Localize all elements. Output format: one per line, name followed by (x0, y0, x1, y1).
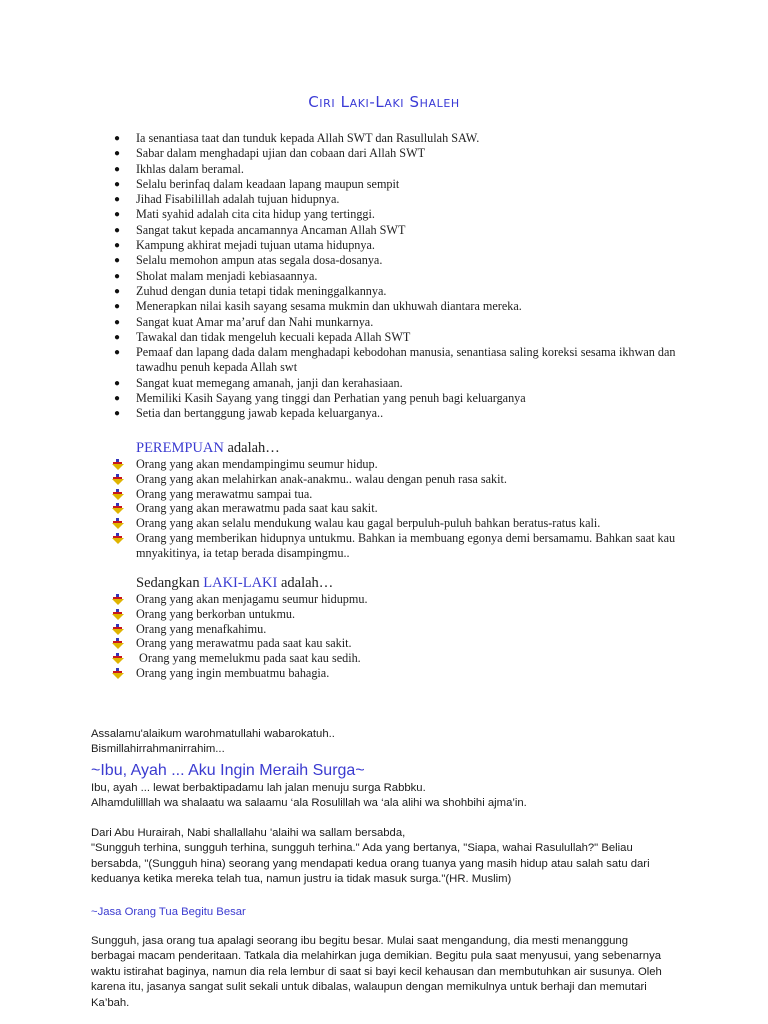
list-item (112, 269, 682, 284)
list-item-text: Kampung akhirat mejadi tujuan utama hidupnya. (136, 238, 375, 253)
paragraph-line: Ka’bah. (91, 996, 130, 1009)
intro-line: Ibu, ayah ... lewat berbaktipadamu lah jalan menuju surga Rabbku. (91, 782, 426, 794)
list-item (112, 162, 682, 177)
list-item (112, 192, 682, 207)
arrow-down-icon (112, 474, 124, 485)
list-item-text: Orang yang memberikan hidupnya untukmu. Bahkan ia membuang egonya demi bersamamu. Bahkan saat kau mnyakitinya, ia tetap berada disampingmu.. (136, 530, 676, 560)
list-item-text: Orang yang berkorban untukmu. (136, 606, 296, 621)
paragraph-line: waktu istirahat baginya, namun dia rela lembur di saat si bayi kecil kehausan dan membutuhkan air susunya. Oleh (91, 965, 662, 978)
list-item-text: Orang yang merawatmu pada saat kau sakit. (136, 636, 352, 651)
arrow-down-icon (112, 459, 124, 470)
bullet-icon: ● (114, 224, 121, 236)
lakilaki-heading-rest: adalah… (277, 575, 334, 591)
list-item-text: Orang yang merawatmu sampai tua. (136, 486, 313, 501)
list-item-text: Setia dan bertanggung jawab kepada keluarganya.. (136, 406, 384, 421)
list-item-text: Zuhud dengan dunia tetapi tidak meninggalkannya. (136, 283, 387, 298)
hadith-line: Dari Abu Hurairah, Nabi shallallahu 'alaihi wa sallam bersabda, (91, 827, 406, 839)
list-item (112, 315, 682, 330)
paragraph-line: berbagai macam penderitaan. Tatkala dia melahirkan juga demikian. Begitu pula saat menyusui, yang sebenarnya (91, 950, 662, 963)
bullet-icon: ● (114, 133, 121, 144)
bullet-icon: ● (114, 194, 121, 206)
list-item (112, 406, 682, 421)
list-item-text: Pemaaf dan lapang dada dalam menghadapi kebodohan manusia, senantiasa saling koreksi sesama ikhwan dan tawadhu penuh kepada Allah swt (136, 345, 676, 375)
hadith-block (91, 826, 691, 888)
list-item-text: Orang yang akan merawatmu pada saat kau sakit. (136, 501, 378, 516)
bullet-icon: ● (114, 331, 121, 343)
page-title: Ciri Laki-Laki Shaleh (308, 93, 460, 111)
arrow-down-icon (112, 594, 124, 605)
list-item-text: Orang yang akan selalu mendukung walau kau gagal berpuluh-puluh bahkan beratus-ratus kali. (136, 516, 601, 531)
basmalah-line: Bismillahirrahmanirrahim... (91, 743, 225, 756)
list-item (112, 592, 692, 607)
list-item-text: Tawakal dan tidak mengeluh kecuali kepada Allah SWT (136, 329, 411, 344)
list-item (112, 131, 682, 146)
list-item-text: Selalu memohon ampun atas segala dosa-dosanya. (136, 253, 383, 268)
list-item (112, 487, 692, 502)
arrow-down-icon (112, 609, 124, 620)
arrow-down-icon (112, 668, 124, 679)
list-item-text: Sangat kuat Amar ma’aruf dan Nahi munkarnya. (136, 314, 374, 329)
paragraph-line: karena itu, jasanya sangat sulit sekali untuk dibalas, walaupun dengan memikulnya untuk berhaji dan memutari (91, 981, 647, 994)
list-item (112, 666, 692, 681)
arrow-down-icon (112, 503, 124, 514)
arrow-down-icon (112, 653, 124, 664)
list-item-text: Sangat kuat memegang amanah, janji dan kerahasiaan. (136, 375, 403, 390)
intro-block (91, 781, 691, 812)
list-item (112, 457, 692, 472)
bullet-icon: ● (114, 316, 121, 328)
bullet-icon: ● (114, 347, 121, 359)
list-item-text: Mati syahid adalah cita cita hidup yang tertinggi. (136, 207, 375, 222)
list-item (112, 253, 682, 268)
list-item (112, 607, 692, 622)
lakilaki-highlight: LAKI-LAKI (203, 575, 278, 591)
list-item (112, 284, 682, 299)
bullet-icon: ● (114, 178, 121, 190)
list-item-text: Sangat takut kepada ancamannya Ancaman Allah SWT (136, 222, 406, 237)
list-item-text: Orang yang memelukmu pada saat kau sedih. (136, 651, 361, 666)
bullet-icon: ● (114, 301, 121, 313)
list-item-text: Jihad Fisabilillah adalah tujuan hidupnya. (136, 192, 340, 207)
bullet-icon: ● (114, 393, 121, 405)
list-item (112, 472, 692, 487)
list-item-text: Orang yang menafkahimu. (136, 621, 267, 636)
list-item-text: Ikhlas dalam beramal. (136, 161, 244, 176)
list-item-text: Selalu berinfaq dalam keadaan lapang maupun sempit (136, 176, 400, 191)
section-title: ~Ibu, Ayah ... Aku Ingin Meraih Surga~ (91, 762, 365, 779)
perempuan-highlight: PEREMPUAN (136, 440, 224, 456)
arrow-down-icon (112, 518, 124, 529)
list-item-text: Orang yang ingin membuatmu bahagia. (136, 665, 330, 680)
list-item-text: Orang yang akan melahirkan anak-anakmu.. walau dengan penuh rasa sakit. (136, 471, 507, 486)
bullet-icon: ● (114, 255, 121, 267)
list-item (112, 531, 692, 561)
list-item (112, 391, 682, 406)
list-item (112, 622, 692, 637)
list-item-text: Orang yang akan menjagamu seumur hidupmu. (136, 592, 368, 606)
arrow-down-icon (112, 533, 124, 544)
list-item-text: Ia senantiasa taat dan tunduk kepada Allah SWT dan Rasullulah SAW. (136, 131, 480, 145)
list-item (112, 651, 692, 666)
bullet-icon: ● (114, 163, 121, 175)
paragraph-line: Sungguh, jasa orang tua apalagi seorang ibu begitu besar. Mulai saat mengandung, dia mesti menanggung (91, 935, 628, 947)
list-item (112, 376, 682, 391)
list-item (112, 636, 692, 651)
list-item (112, 516, 692, 531)
hadith-line: "Sungguh terhina, sungguh terhina, sungguh terhina." Ada yang bertanya, "Siapa, wahai Rasulullah?" Beliau (91, 842, 633, 855)
intro-line: Alhamdulilllah wa shalaatu wa salaamu ‘ala Rosulillah wa ‘ala alihi wa shohbihi ajma’in. (91, 797, 527, 810)
list-item (112, 177, 682, 192)
traits-list (112, 131, 682, 422)
bullet-icon: ● (114, 408, 121, 420)
bullet-icon: ● (114, 270, 121, 282)
lakilaki-list (112, 592, 692, 681)
list-item (112, 146, 682, 161)
bullet-icon: ● (114, 148, 121, 160)
list-item (112, 238, 682, 253)
list-item-text: Sholat malam menjadi kebiasaannya. (136, 268, 318, 283)
arrow-down-icon (112, 489, 124, 500)
hadith-line: keduanya ketika mereka telah tua, namun justru ia tidak masuk surga."(HR. Muslim) (91, 873, 512, 886)
list-item-text: Orang yang akan mendampingimu seumur hidup. (136, 457, 378, 471)
paragraph-block (91, 934, 691, 1011)
hadith-line: bersabda, "(Sungguh hina) seorang yang mendapati kedua orang tuanya yang masih hidup atau salah satu dari (91, 857, 650, 870)
subsection-title: ~Jasa Orang Tua Begitu Besar (91, 906, 246, 918)
arrow-down-icon (112, 624, 124, 635)
list-item (112, 299, 682, 314)
lakilaki-heading-prefix: Sedangkan (136, 575, 204, 591)
perempuan-list (112, 457, 692, 561)
bullet-icon: ● (114, 240, 121, 252)
list-item (112, 501, 692, 516)
list-item (112, 223, 682, 238)
list-item-text: Memiliki Kasih Sayang yang tinggi dan Perhatian yang penuh bagi keluarganya (136, 391, 526, 406)
perempuan-heading-rest: adalah… (223, 440, 280, 456)
arrow-down-icon (112, 638, 124, 649)
list-item-text: Sabar dalam menghadapi ujian dan cobaan dari Allah SWT (136, 146, 426, 161)
bullet-icon: ● (114, 377, 121, 389)
perempuan-heading (136, 440, 280, 457)
bullet-icon: ● (114, 285, 121, 297)
list-item (112, 345, 682, 376)
greeting-block (91, 727, 691, 758)
lakilaki-heading (136, 575, 333, 592)
bullet-icon: ● (114, 209, 121, 221)
list-item-text: Menerapkan nilai kasih sayang sesama mukmin dan ukhuwah diantara mereka. (136, 299, 522, 314)
greeting-line: Assalamu'alaikum warohmatullahi wabarokatuh.. (91, 728, 335, 740)
list-item (112, 207, 682, 222)
list-item (112, 330, 682, 345)
